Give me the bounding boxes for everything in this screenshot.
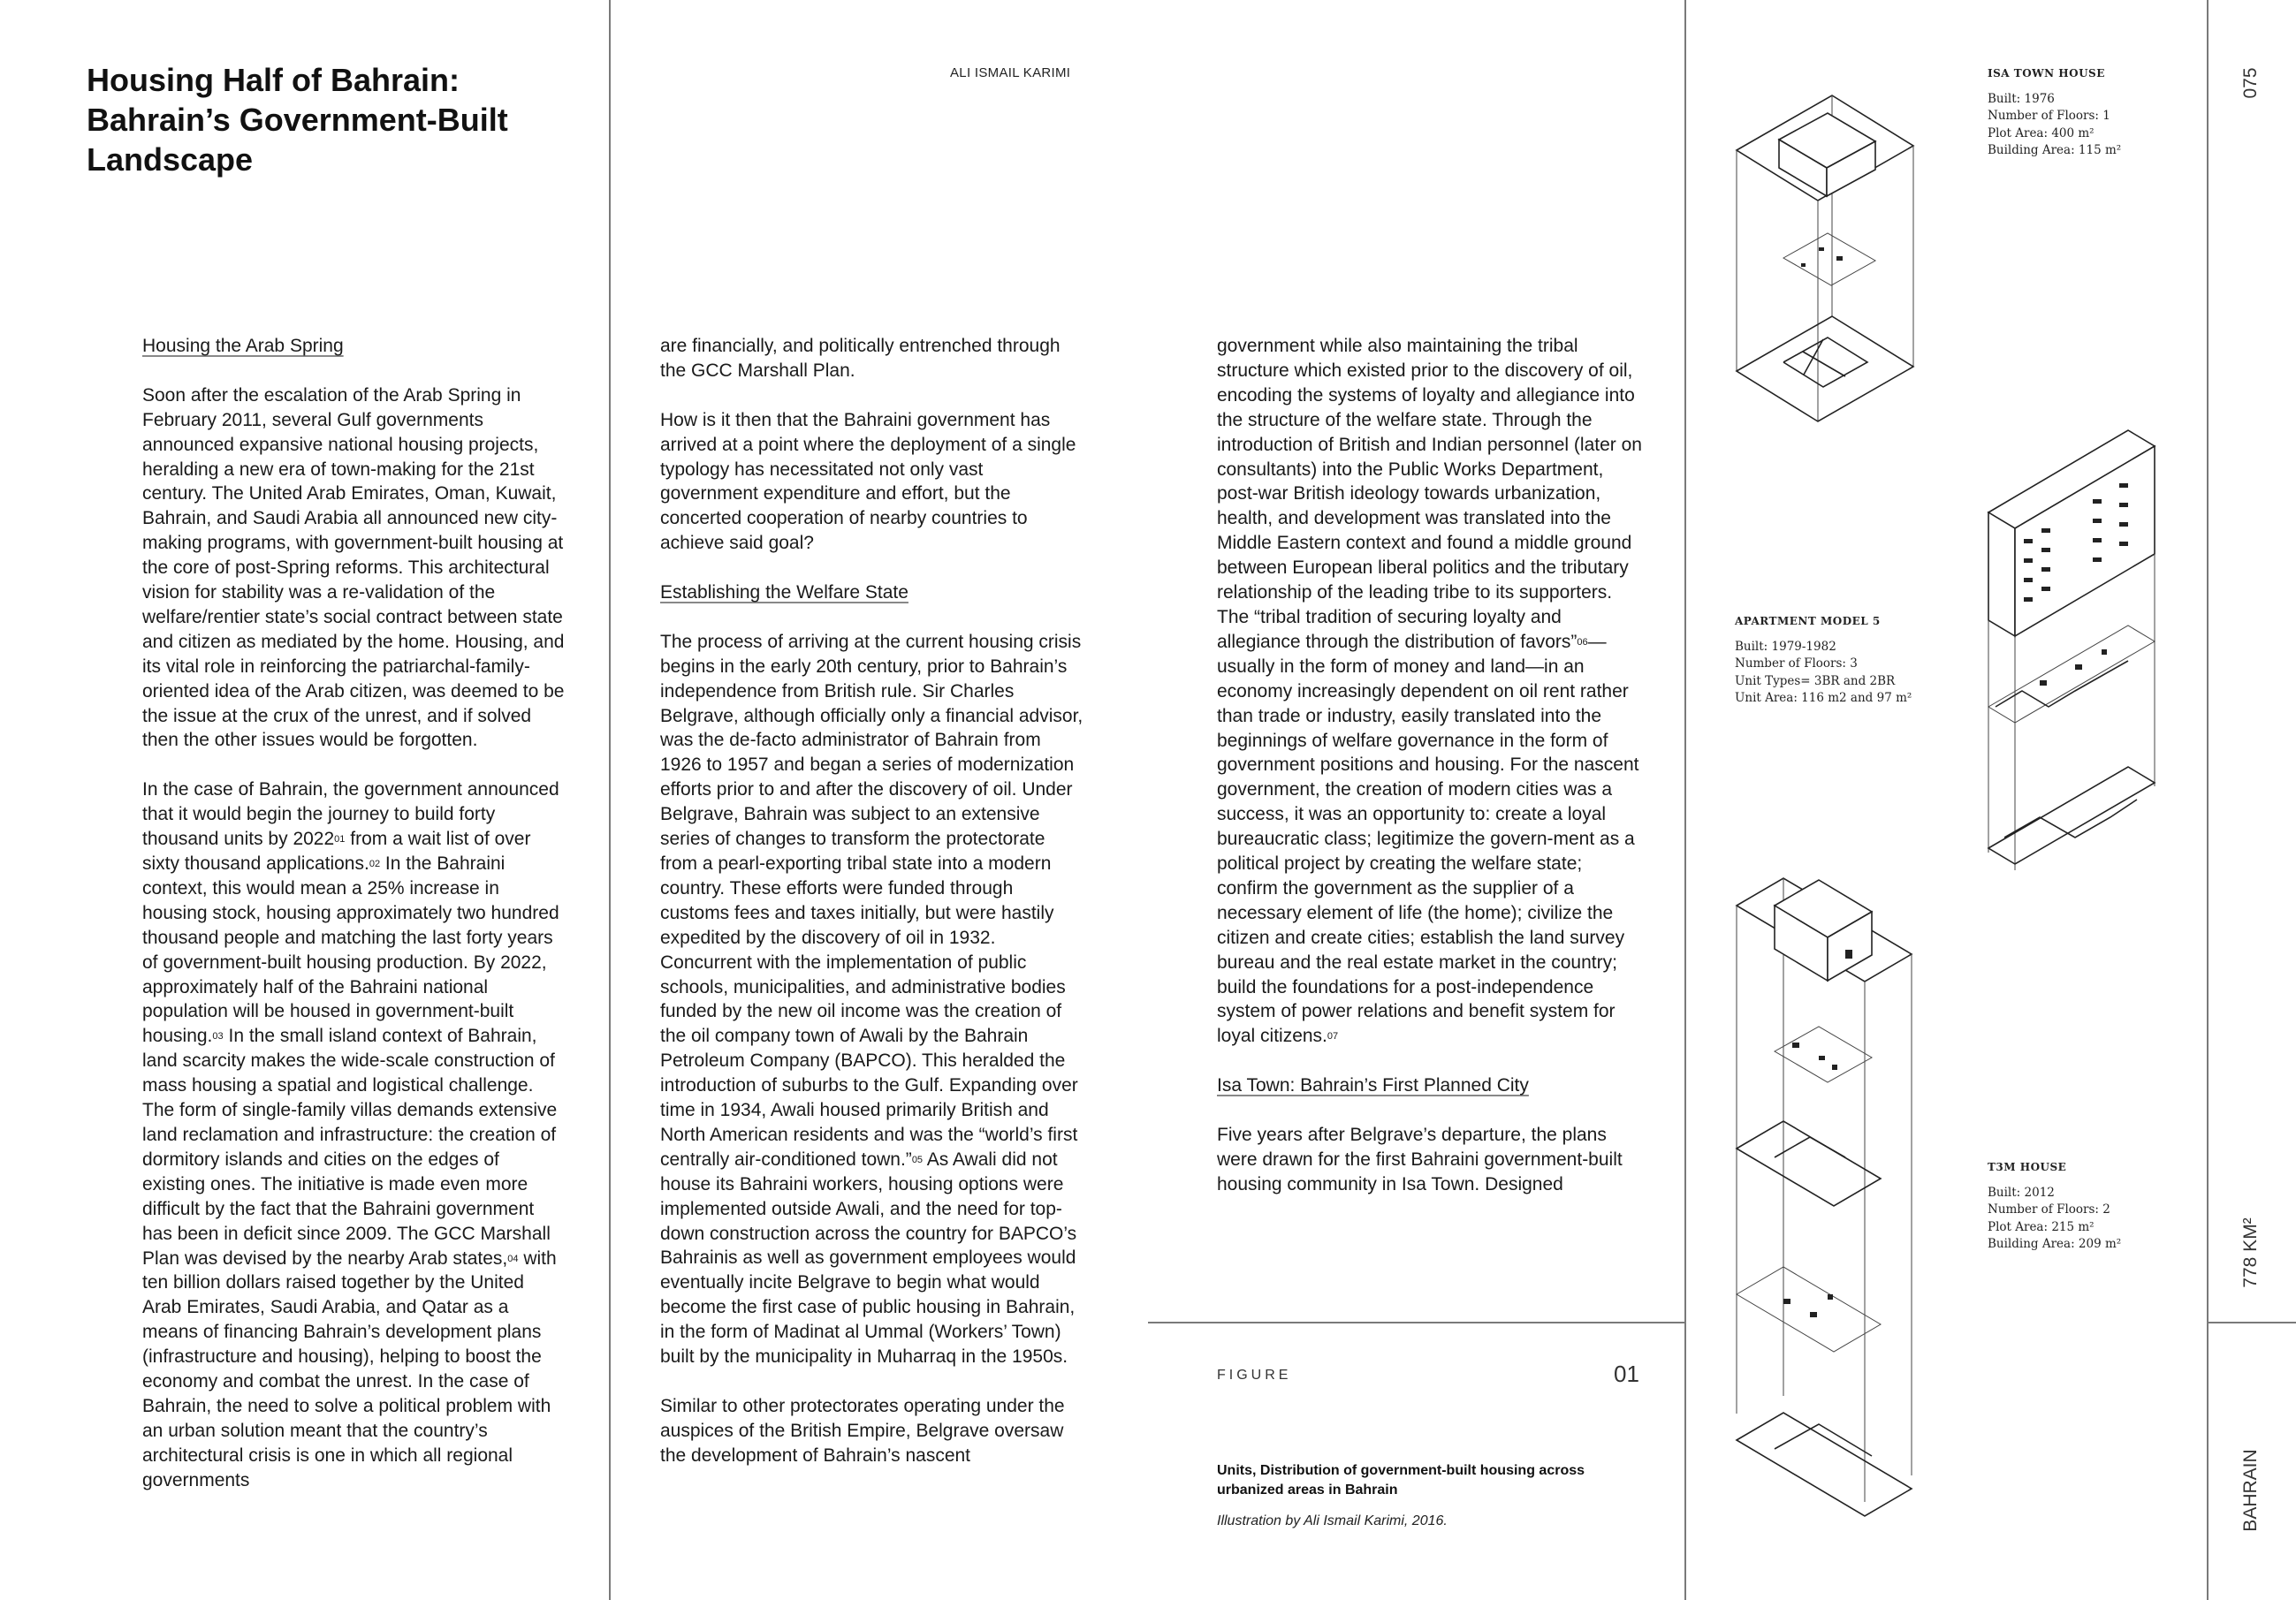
country-name: BAHRAIN xyxy=(2240,1449,2261,1532)
figure-number: 01 xyxy=(1614,1361,1639,1387)
figure-label: FIGURE xyxy=(1217,1368,1292,1383)
paragraph: How is it then that the Bahraini government has arrived at a point where the deployment of a single typology has necessitated not only vast government expenditure and effort, but the concerted cooperation of nearby countries to achieve said goal? xyxy=(660,409,1076,554)
figure-rule xyxy=(1148,1322,1685,1323)
text-column-3 xyxy=(1217,334,1646,1222)
text-column-2 xyxy=(660,334,1086,1493)
isometric-drawings xyxy=(1686,0,2207,1600)
article-title: Housing Half of Bahrain: Bahrain’s Government-Built Landscape xyxy=(87,62,508,178)
t3m-house-drawing xyxy=(1737,878,1912,1516)
figure-caption: Units, Distribution of government-built housing across urbanized areas in Bahrain xyxy=(1217,1463,1585,1498)
paragraph: are financially, and politically entrenched through the GCC Marshall Plan. xyxy=(660,336,1061,381)
section-heading: Housing the Arab Spring xyxy=(142,336,344,356)
paragraph: Soon after the escalation of the Arab Spring in February 2011, several Gulf governments announced expansive national housing projects, heralding a new era of town-making for the 21st century. The United Arab Emirates, Oman, Kuwait, Bahrain, and Saudi Arabia all announced new city-making programs, with government-built housing at the core of post-Spring reforms. This architectural vision for stability was a re-validation of the welfare/rentier state’s social contract between state and citizen as mediated by the home. Housing, and its vital role in reinforcing the patriarchal-family-oriented idea of the Arab citizen, was deemed to be the issue at the crux of the unrest, and if solved then the other issues would be forgotten. xyxy=(142,384,565,751)
paragraph: Similar to other protectorates operating under the auspices of the British Empire, Belgrave oversaw the development of Bahrain’s nascent xyxy=(660,1395,1065,1466)
footnote-ref: 05 xyxy=(911,1154,924,1165)
figure-credit: Illustration by Ali Ismail Karimi, 2016. xyxy=(1217,1513,1448,1528)
author-name: ALI ISMAIL KARIMI xyxy=(950,65,1071,80)
page-number: 075 xyxy=(2240,67,2261,99)
sidebar-rule xyxy=(2207,1322,2296,1323)
footnote-ref: 04 xyxy=(507,1253,519,1264)
isa-town-house-drawing xyxy=(1737,95,1913,421)
unit-info-isa-town-house: ISA TOWN HOUSE Built: 1976 Number of Floors: 1 Plot Area: 400 m² Building Area: 115 m² xyxy=(1988,67,2122,157)
paragraph: Five years after Belgrave’s departure, the plans were drawn for the first Bahraini government-built housing community in Isa Town. Designed xyxy=(1217,1124,1623,1194)
paragraph: In the case of Bahrain, the government announced that it would begin the journey to build forty thousand units by 2022$^{01}$ from a wait list of over sixty thousand applications.$^{02}$ In the Bahraini context, this would mean a 25% increase in housing stock, housing approximately two hundred thousand people and matching the last forty years of government-built housing production. By 2022, approximately half of the Bahraini national population will be housed in government-built housing.$^{03}$ In the small island context of Bahrain, land scarcity makes the wide-scale construction of mass housing a spatial and logistical challenge. The form of single-family villas demands extensive land reclamation and infrastructure: the creation of dormitory islands and cities on the edges of existing ones. The initiative is made even more difficult by the fact that the Bahraini government has been in deficit since 2009. The GCC Marshall Plan was devised by the nearby Arab states,$^{04}$ with ten billion dollars raised together by the United Arab Emirates, Saudi Arabia, and Qatar as a means of financing Bahrain’s development plans (infrastructure and housing), helping to boost the economy and combat the unrest. In the case of Bahrain, the need to solve a political problem with an urban solution meant that the country’s architectural crisis is one in which all regional governments xyxy=(142,779,559,1490)
apartment-model-5-drawing xyxy=(1988,430,2155,870)
footnote-ref: 06 xyxy=(1577,636,1588,648)
gutter-divider xyxy=(609,0,611,1600)
footnote-ref: 01 xyxy=(334,834,346,845)
paragraph: government while also maintaining the tribal structure which existed prior to the discovery of oil, encoding the systems of loyalty and allegiance into the structure of the welfare state. Through the introduction of British and Indian personnel (later on consultants) into the Public Works Department, post-war British ideology towards urbanization, health, and development was translated into the Middle Eastern context and found a middle ground between European liberal politics and the tributary relationship of the leading tribe to its supporters. The “tribal tradition of securing loyalty and allegiance through the distribution of favors”$^{06}$—usually in the form of money and land—in an economy increasingly dependent on oil rent rather than trade or industry, easily translated into the beginnings of welfare governance in the form of government positions and housing. For the nascent government, the creation of modern cities was a success, it was an opportunity to: create a loyal bureaucratic class; legitimize the govern-ment as a political project by creating the welfare state; confirm the government as the supplier of a necessary element of life (the home); civilize the citizen and create cities; establish the land survey bureau and the real estate market in the country; build the foundations for a post-independence system of power relations and benefit system for loyal citizens.$^{07}$ xyxy=(1217,336,1642,1047)
footnote-ref: 03 xyxy=(212,1031,224,1043)
footnote-ref: 02 xyxy=(369,859,381,869)
unit-info-apartment-model-5: APARTMENT MODEL 5 Built: 1979-1982 Number of Floors: 3 Unit Types= 3BR and 2BR Unit Area: 116 m2 and 97 m² xyxy=(1735,615,1912,705)
footnote-ref: 07 xyxy=(1327,1031,1339,1043)
country-area: 778 KM² xyxy=(2240,1217,2261,1288)
unit-info-t3m-house: T3M HOUSE Built: 2012 Number of Floors: 2 Plot Area: 215 m² Building Area: 209 m² xyxy=(1988,1161,2122,1251)
text-column-1 xyxy=(142,334,566,1517)
section-heading: Establishing the Welfare State xyxy=(660,582,909,603)
sidebar-divider xyxy=(2207,0,2209,1600)
paragraph: The process of arriving at the current housing crisis begins in the early 20th century, prior to Bahrain’s independence from British rule. Sir Charles Belgrave, although officially only a financial advisor, was the de-facto administrator of Bahrain from 1926 to 1957 and began a series of modernization efforts prior to and after the discovery of oil. Under Belgrave, Bahrain was subject to an extensive series of changes to transform the protectorate from a pearl-exporting tribal state into a modern country. These efforts were funded through customs fees and taxes initially, but were hastily expedited by the discovery of oil in 1932. Concurrent with the implementation of public schools, municipalities, and administrative bodies funded by the new oil income was the creation of the oil company town of Awali by the Bahrain Petroleum Company (BAPCO). This heralded the introduction of suburbs to the Gulf. Expanding over time in 1934, Awali housed primarily British and North American residents and was the “world’s first centrally air-conditioned town.”$^{05}$ As Awali did not house its Bahraini workers, housing options were implemented outside Awali, and the need for top-down construction across the country for BAPCO’s Bahrainis as well as government employees would eventually incite Belgrave to begin what would become the first case of public housing in Bahrain, in the form of Madinat al Ummal (Workers’ Town) built by the municipality in Muharraq in the 1950s. xyxy=(660,631,1083,1368)
section-heading: Isa Town: Bahrain’s First Planned City xyxy=(1217,1075,1529,1096)
